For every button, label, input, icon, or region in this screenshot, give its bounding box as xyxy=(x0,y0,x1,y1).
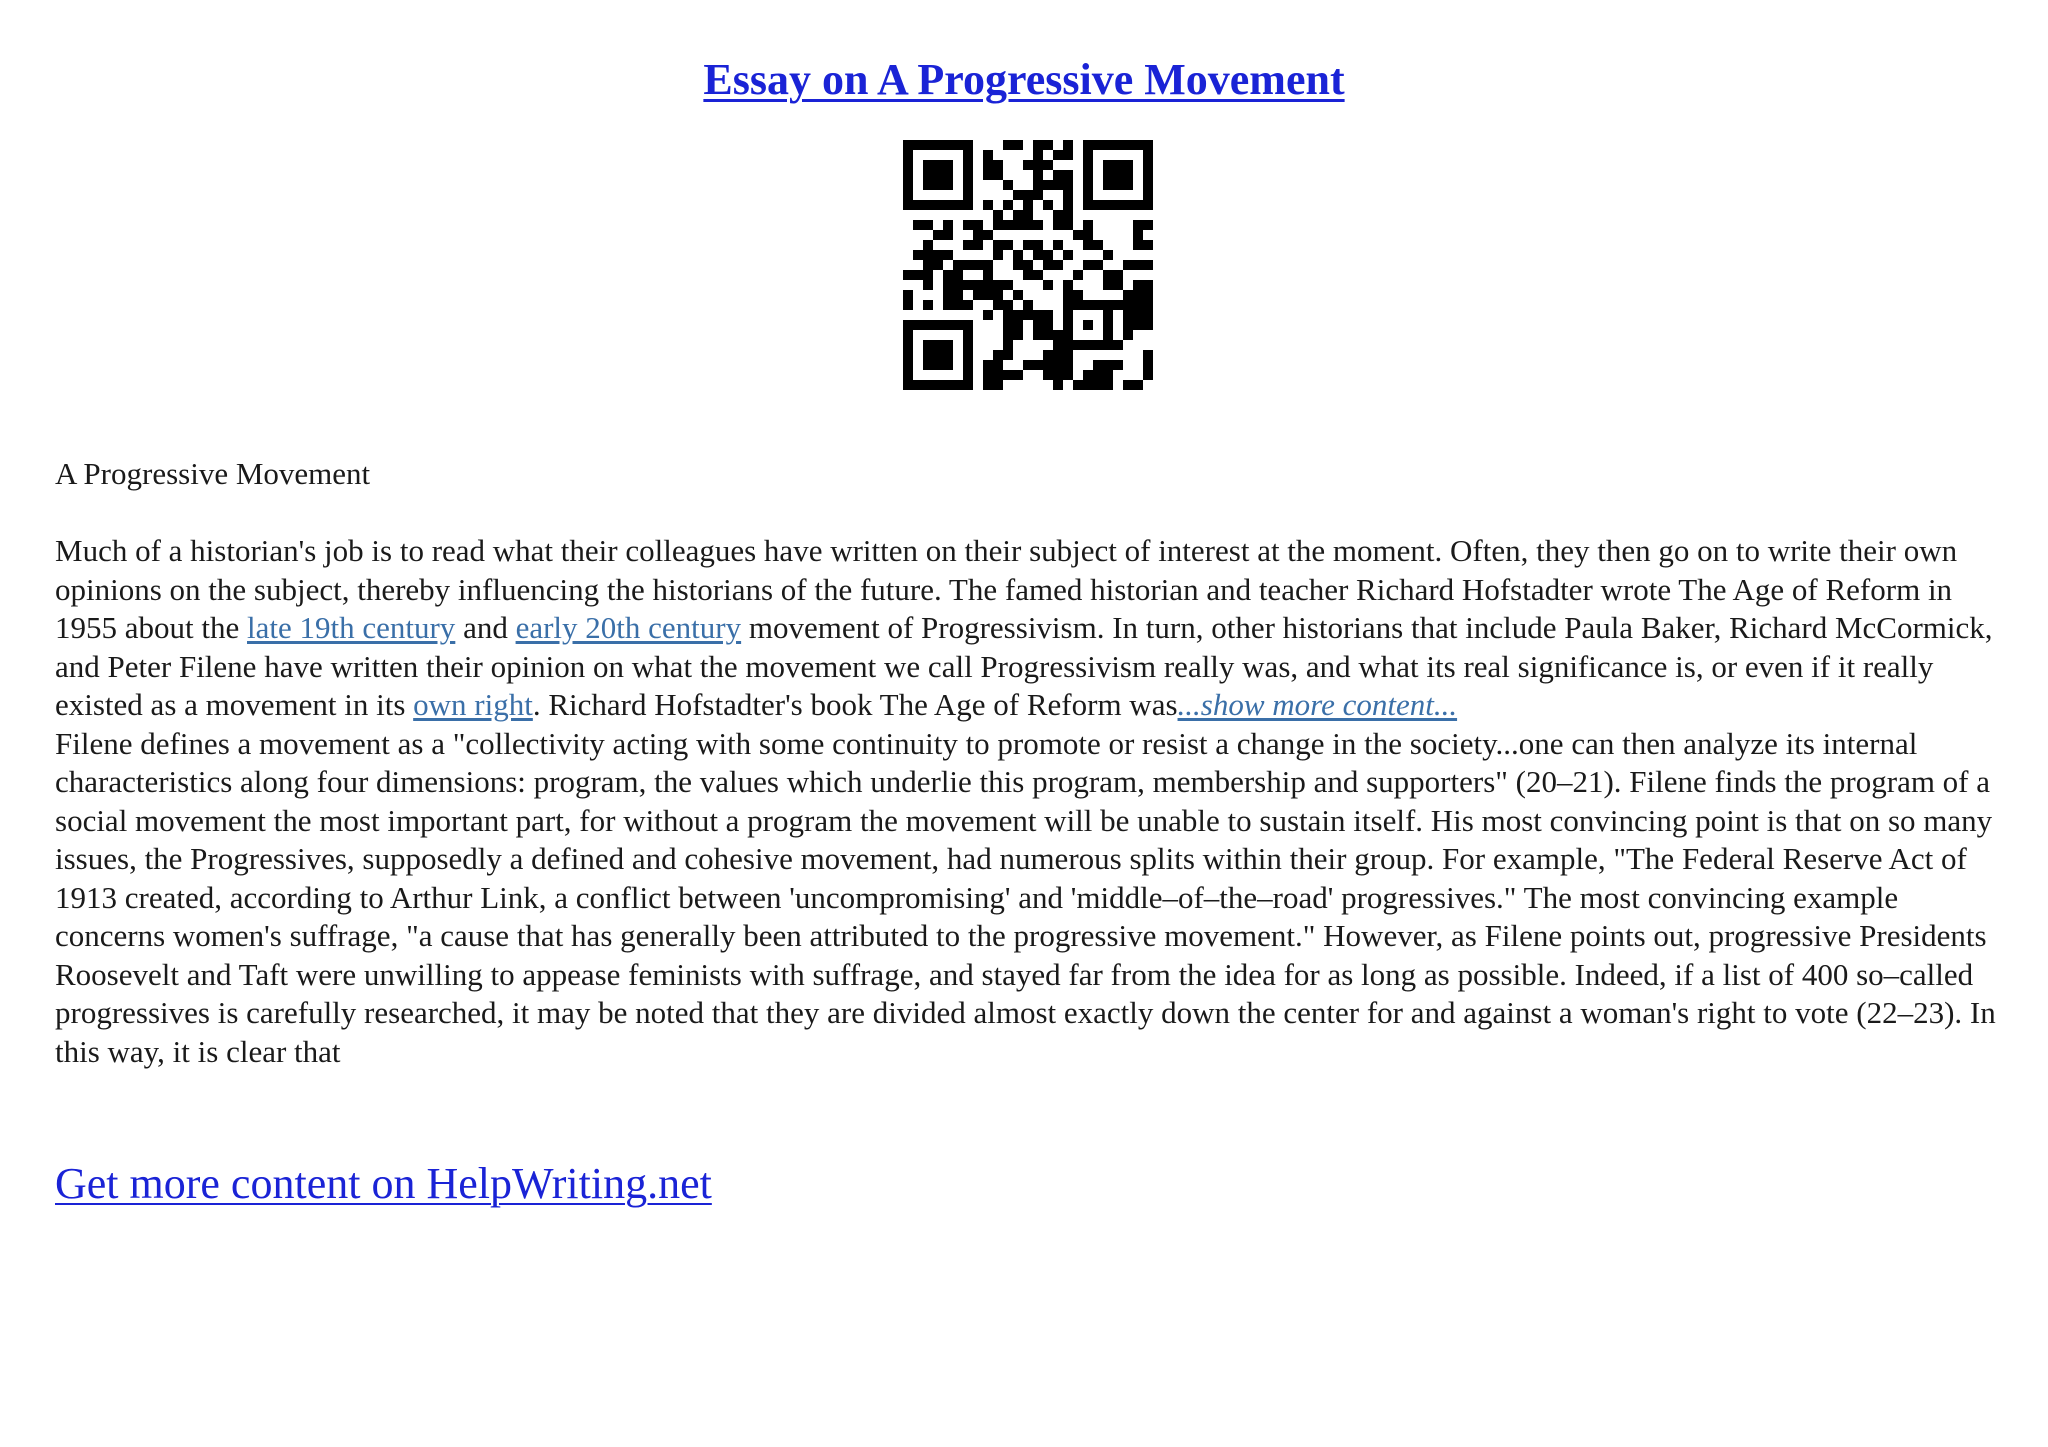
paragraph-1-text-b: and xyxy=(455,610,516,645)
paragraph-1-text-a: Much of a historian's job is to read what their colleagues have written on their subject of interest at the moment. Often, they then go on to write their own opinions on the subject, thereby influencing the historians of the future. The famed historian and teacher Richard Hofstadter wrote The Age of Reform in 1955 about the xyxy=(55,533,1958,645)
essay-paragraph-1 xyxy=(55,532,2005,725)
paragraph-1-text-d: . Richard Hofstadter's book The Age of Reform was xyxy=(532,687,1178,722)
show-more-link[interactable]: ...show more content... xyxy=(1177,687,1458,722)
footer xyxy=(55,1156,712,1212)
qr-code-icon xyxy=(903,140,1153,390)
link-early-20th-century[interactable]: early 20th century xyxy=(515,610,742,645)
link-late-19th-century[interactable]: late 19th century xyxy=(247,610,456,645)
link-own-right[interactable]: own right xyxy=(413,687,533,722)
essay-body xyxy=(55,532,2005,1071)
essay-paragraph-2: Filene defines a movement as a "collectivity acting with some continuity to promote or resist a change in the society...one can then analyze its internal characteristics along four dimensions: program, the values which underlie this program, membership and supporters" (20–21). Filene finds the program of a social movement the most important part, for without a program the movement will be unable to sustain itself. His most convincing point is that on so many issues, the Progressives, supposedly a defined and cohesive movement, had numerous splits within their group. For example, "The Federal Reserve Act of 1913 created, according to Arthur Link, a conflict between 'uncompromising' and 'middle–of–the–road' progressives." The most convincing example concerns women's suffrage, "a cause that has generally been attributed to the progressive movement." However, as Filene points out, progressive Presidents Roosevelt and Taft were unwilling to appease feminists with suffrage, and stayed far from the idea for as long as possible. Indeed, if a list of 400 so–called progressives is carefully researched, it may be noted that they are divided almost exactly down the center for and against a woman's right to vote (22–23). In this way, it is clear that xyxy=(55,725,1996,1069)
page-title xyxy=(0,52,2048,108)
paragraph-1-text-c: movement of Progressivism. In turn, other historians that include Paula Baker, Richard McCormick, and Peter Filene have written their opinion on what the movement we call Progressivism really was, and what its real significance is, or even if it really existed as a movement in its xyxy=(55,610,1993,722)
essay-subtitle: A Progressive Movement xyxy=(55,456,371,491)
title-link[interactable]: Essay on A Progressive Movement xyxy=(703,55,1345,104)
helpwriting-link[interactable]: Get more content on HelpWriting.net xyxy=(55,1159,712,1208)
